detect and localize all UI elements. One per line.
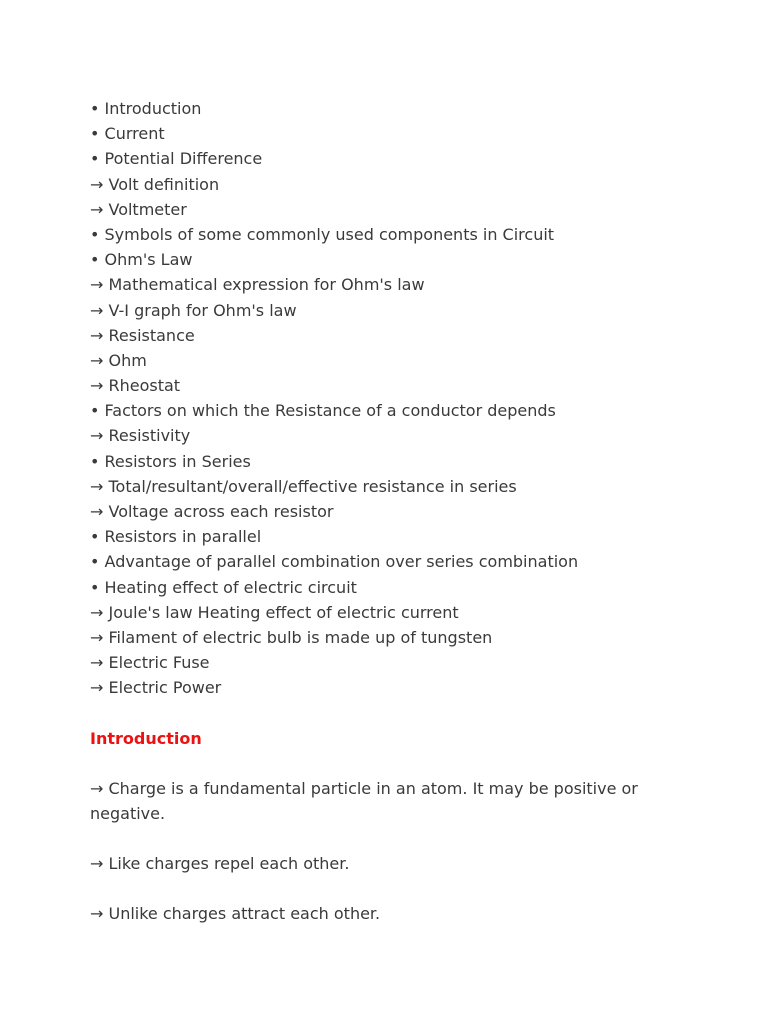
toc-item: → V-I graph for Ohm's law [90, 300, 297, 320]
toc-item: → Voltage across each resistor [90, 502, 334, 521]
toc-item: • Advantage of parallel combination over series combination [90, 552, 579, 572]
toc-item: • Factors on which the Resistance of a conductor depends [90, 401, 556, 421]
toc-item: → Ohm [90, 350, 147, 370]
toc-item: • Introduction [90, 99, 202, 118]
toc-item: • Heating effect of electric circuit [90, 577, 357, 597]
toc-item: → Voltmeter [90, 199, 187, 219]
toc-item: → Electric Power [90, 678, 222, 698]
toc-item: → Mathematical expression for Ohm's law [90, 275, 425, 295]
toc-item: → Resistivity [90, 426, 191, 446]
toc-item: → Electric Fuse [90, 653, 210, 673]
toc-item: → Joule's law Heating effect of electric current [90, 602, 459, 622]
toc-item: → Total/resultant/overall/effective resistance in series [90, 476, 517, 496]
document-page [90, 96, 690, 926]
paragraph: → Charge is a fundamental particle in an atom. It may be positive or negative. [90, 778, 638, 823]
toc-item: • Potential Difference [90, 149, 263, 169]
paragraph: → Like charges repel each other. [90, 853, 350, 873]
toc-item: → Rheostat [90, 376, 181, 396]
table-of-contents [90, 96, 690, 701]
section-heading: Introduction [90, 728, 202, 748]
toc-item: • Ohm's Law [90, 250, 193, 270]
toc-item: → Volt definition [90, 174, 220, 194]
toc-item: • Resistors in Series [90, 451, 251, 471]
paragraph: → Unlike charges attract each other. [90, 903, 381, 923]
toc-item: • Symbols of some commonly used components in Circuit [90, 224, 555, 244]
toc-item: • Resistors in parallel [90, 527, 262, 547]
toc-item: → Resistance [90, 325, 195, 345]
toc-item: → Filament of electric bulb is made up of tungsten [90, 627, 493, 647]
toc-item: • Current [90, 124, 165, 144]
